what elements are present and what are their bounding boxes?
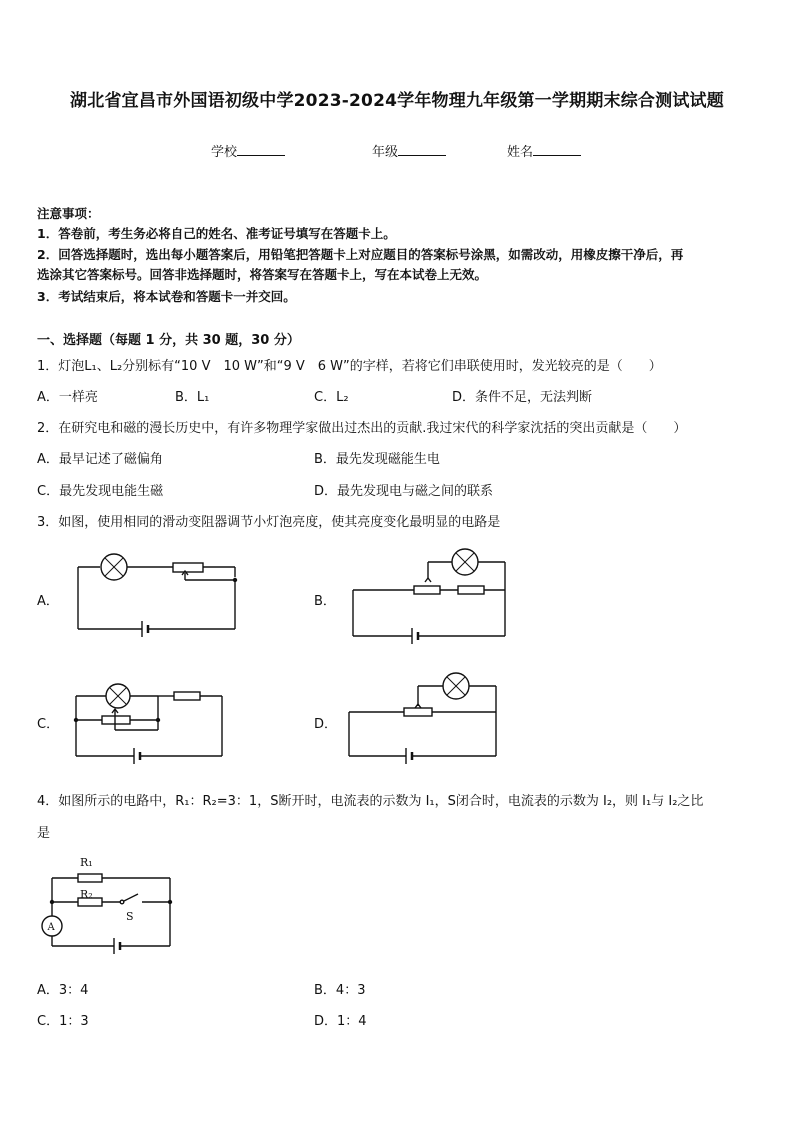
q2-option-a[interactable]: A．最早记述了磁偏角 (37, 452, 163, 467)
switch-icon (124, 894, 138, 901)
q2-option-b[interactable]: B．最先发现磁能生电 (314, 452, 440, 467)
rheostat-icon (404, 708, 432, 716)
q3-option-b[interactable]: B． (314, 594, 336, 609)
q2-option-c[interactable]: C．最先发现电能生磁 (37, 484, 164, 499)
switch-label: S (126, 910, 134, 923)
q4-option-a[interactable]: A．3：4 (37, 983, 89, 998)
q1-option-b[interactable]: B．L₁ (175, 390, 210, 405)
r2-label: R₂ (80, 888, 93, 901)
q1-option-c[interactable]: C．L₂ (314, 390, 349, 405)
resistor-icon (78, 874, 102, 882)
q3-circuit-a (70, 555, 250, 635)
question-4-stem: 4．如图所示的电路中，R₁：R₂=3：1，S断开时，电流表的示数为 I₁，S闭合时，电流表的示数为 I₂，则 I₁与 I₂之比 (37, 794, 704, 809)
grade-label: 年级 (372, 145, 399, 160)
name-blank[interactable] (533, 143, 581, 156)
rheostat-icon (458, 586, 484, 594)
q3-option-d[interactable]: D． (314, 717, 338, 732)
notice-item-2-cont: 选涂其它答案标号。回答非选择题时，将答案写在答题卡上，写在本试卷上无效。 (37, 267, 488, 282)
q3-circuit-d (346, 674, 506, 764)
grade-blank[interactable] (398, 143, 446, 156)
name-label: 姓名 (507, 145, 534, 160)
r1-label: R₁ (80, 856, 93, 869)
rheostat-icon (173, 563, 203, 572)
school-label: 学校 (211, 145, 238, 160)
rheostat-icon (414, 586, 440, 594)
q4-option-d[interactable]: D．1：4 (314, 1014, 367, 1029)
question-1-stem: 1．灯泡L₁、L₂分别标有“10 V 10 W”和“9 V 6 W”的字样，若将它们串联使用时，发光较亮的是（ ） (37, 359, 662, 374)
question-2-stem: 2．在研究电和磁的漫长历史中，有许多物理学家做出过杰出的贡献.我过宋代的科学家沈括的突出贡献是（ ） (37, 421, 687, 436)
q1-option-d[interactable]: D．条件不足，无法判断 (452, 390, 593, 405)
name-field (507, 141, 581, 160)
rheostat-icon (102, 716, 130, 724)
q1-option-a[interactable]: A．一样亮 (37, 390, 98, 405)
q4-option-c[interactable]: C．1：3 (37, 1014, 89, 1029)
notice-heading: 注意事项： (37, 206, 100, 221)
q3-circuit-c (70, 684, 230, 764)
q3-option-a[interactable]: A． (37, 594, 59, 609)
q2-option-d[interactable]: D．最先发现电与磁之间的联系 (314, 484, 494, 499)
ammeter-label: A (47, 922, 55, 933)
notice-item-1: 1．答卷前，考生务必将自己的姓名、准考证号填写在答题卡上。 (37, 226, 396, 241)
question-3-stem: 3．如图，使用相同的滑动变阻器调节小灯泡亮度，使其亮度变化最明显的电路是 (37, 515, 501, 530)
notice-item-2: 2．回答选择题时，选出每小题答案后，用铅笔把答题卡上对应题目的答案标号涂黑，如需改动，用橡皮擦干净后，再 (37, 247, 684, 262)
q3-option-c[interactable]: C． (37, 717, 60, 732)
section-heading: 一、选择题（每题 1 分，共 30 题，30 分） (37, 333, 300, 348)
school-field (211, 141, 285, 160)
notice-item-3: 3．考试结束后，将本试卷和答题卡一并交回。 (37, 289, 296, 304)
resistor-icon (174, 692, 200, 700)
school-blank[interactable] (237, 143, 285, 156)
question-4-stem-cont: 是 (37, 826, 51, 841)
q4-option-b[interactable]: B．4：3 (314, 983, 366, 998)
page-title: 湖北省宜昌市外国语初级中学2023-2024学年物理九年级第一学期期末综合测试试题 (70, 91, 724, 111)
grade-field (372, 141, 446, 160)
q3-circuit-b (350, 550, 520, 640)
q4-circuit (38, 854, 178, 964)
